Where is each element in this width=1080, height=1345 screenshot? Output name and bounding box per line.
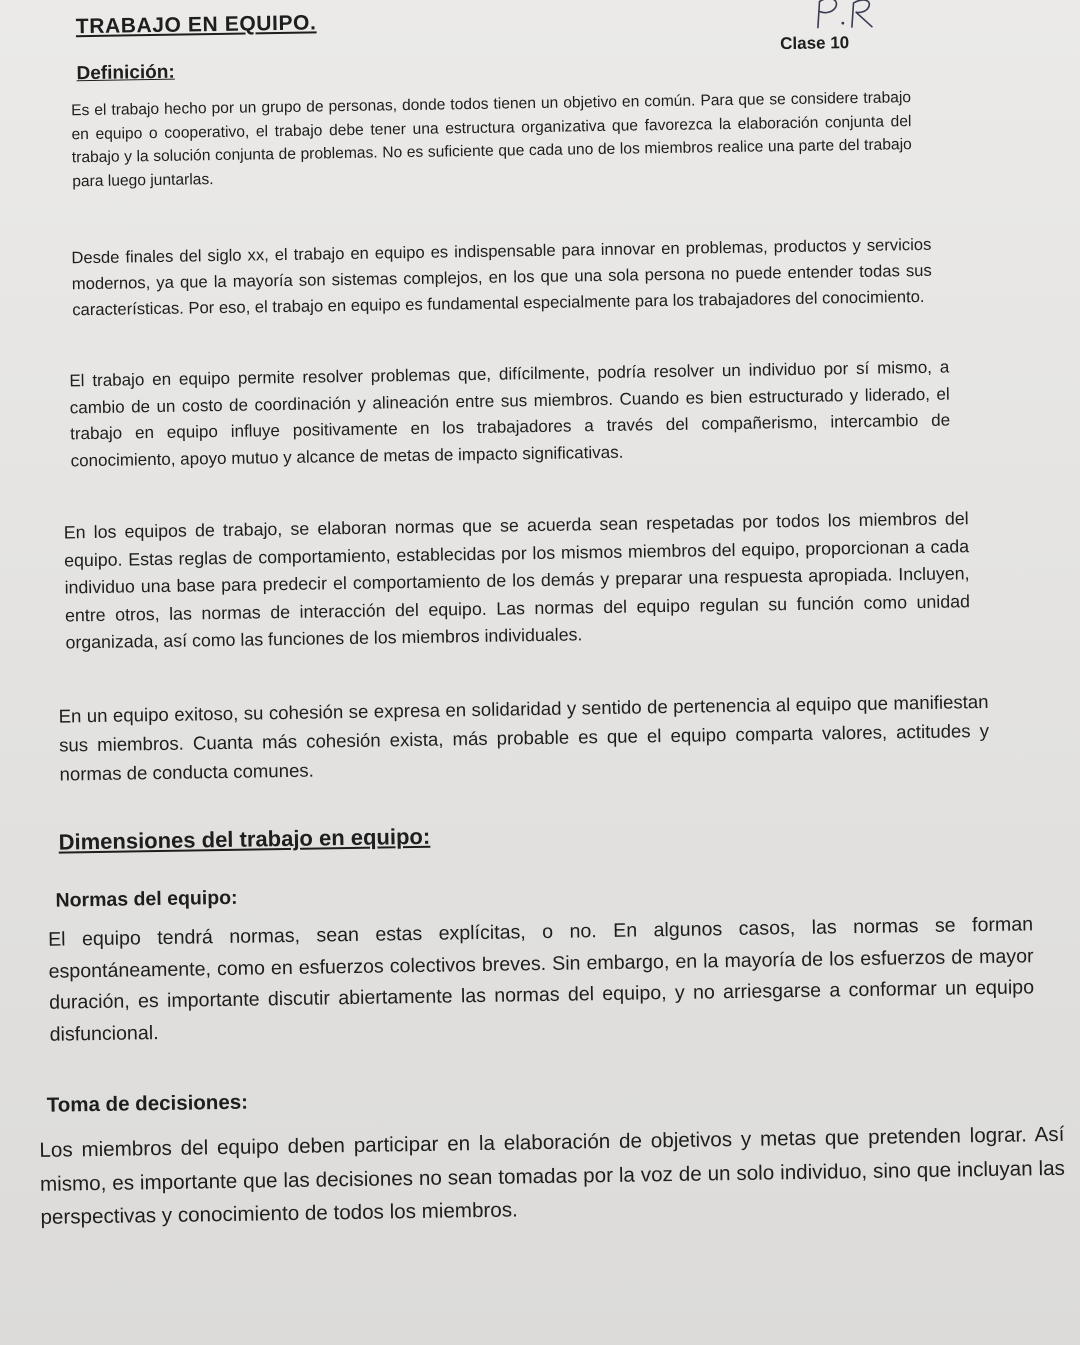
definicion-paragraph-4: En los equipos de trabajo, se elaboran normas que se acuerda sean respetadas por todos los miembros del equipo. Estas reglas de comportamiento, establecidas por los mismos miembros del equipo, proporcionan a cada individuo una base para predecir el comportamiento de los demás y preparar una respuesta apropiada. Incluyen, entre otros, las normas de interacción del equipo. Las normas del equipo regulan su función como unidad organizada, así como las funciones de los miembros individuales. (63, 508, 971, 653)
class-label: Clase 10 (780, 33, 850, 54)
definicion-paragraph-1: Es el trabajo hecho por un grupo de personas, donde todos tienen un objetivo en común. Para que se considere trabajo en equipo o cooperativo, el trabajo debe tener una estructura organizativa que favorezca la elaboración conjunta del trabajo y la solución conjunta de problemas. No es suficiente que cada uno de los miembros realice una parte del trabajo para luego juntarlas. (70, 89, 912, 190)
dimensiones-heading: Dimensiones del trabajo en equipo: (58, 823, 431, 855)
definicion-heading: Definición: (76, 61, 175, 85)
handwritten-initials (811, 0, 882, 34)
normas-heading: Normas del equipo: (55, 886, 238, 912)
document-title: TRABAJO EN EQUIPO. (75, 11, 317, 39)
toma-decisiones-heading: Toma de decisiones: (46, 1090, 249, 1117)
definicion-paragraph-5: En un equipo exitoso, su cohesión se expresa en solidaridad y sentido de pertenencia al equipo que manifiestan sus miembros. Cuanta más cohesión exista, más probable es que el equipo comparta valores, actitudes y normas de conducta comunes. (58, 690, 990, 785)
normas-paragraph: El equipo tendrá normas, sean estas explícitas, o no. En algunos casos, las normas se forman espontáneamente, como en esfuerzos colectivos breves. Sin embargo, en la mayoría de los esfuerzos de mayor duración, es importante discutir abiertamente las normas del equipo, y no arriesgarse a conformar un equipo disfuncional. (47, 913, 1035, 1046)
toma-decisiones-paragraph: Los miembros del equipo deben participar en la elaboración de objetivos y metas que pretenden lograr. Así mismo, es importante que las decisiones no sean tomadas por la voz de un solo individuo, sino que incluyan las perspectivas y conocimiento de todos los miembros. (39, 1122, 1066, 1229)
definicion-paragraph-3: El trabajo en equipo permite resolver problemas que, difícilmente, podría resolver un individuo por sí mismo, a cambio de un costo de coordinación y alineación entre sus miembros. Cuando es bien estructurado y liderado, el trabajo en equipo influye positivamente en los trabajadores a través del compañerismo, intercambio de conocimiento, apoyo mutuo y alcance de metas de impacto significativas. (69, 357, 951, 470)
definicion-paragraph-2: Desde finales del siglo xx, el trabajo en equipo es indispensable para innovar en problemas, productos y servicios modernos, ya que la mayoría son sistemas complejos, en los que una sola persona no puede entender todas sus características. Por eso, el trabajo en equipo es fundamental especialmente para los trabajadores del conocimiento. (71, 234, 932, 320)
